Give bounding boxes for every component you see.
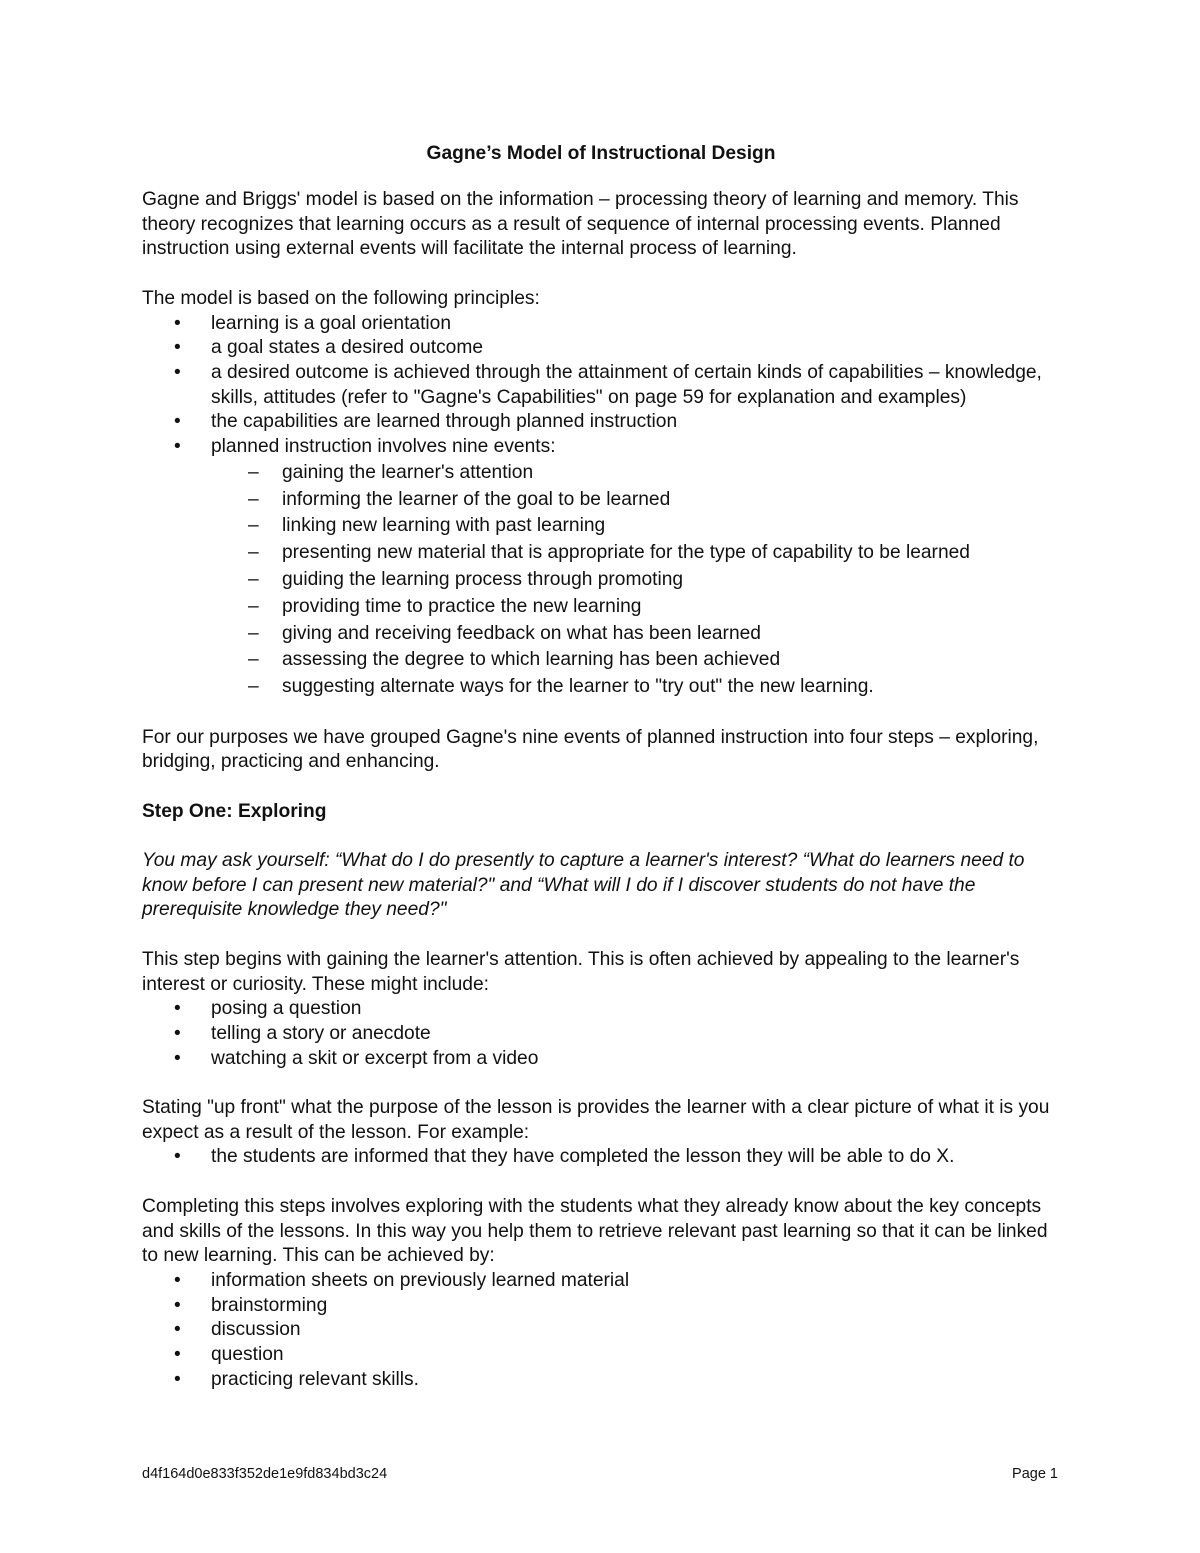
- list-item: – suggesting alternate ways for the learner to "try out" the new learning.: [142, 674, 1060, 701]
- page-footer: [142, 1466, 1058, 1482]
- step-one-question: You may ask yourself: “What do I do presently to capture a learner's interest? “What do learners need to know before I can present new material?" and “What will I do if I discover students do not have the prerequisite knowledge they need?": [142, 850, 1025, 921]
- list-item: – guiding the learning process through promoting: [142, 567, 1060, 594]
- list-item: – providing time to practice the new learning: [142, 594, 1060, 621]
- list-item: • a goal states a desired outcome: [142, 336, 1060, 361]
- list-item: • watching a skit or excerpt from a video: [142, 1047, 1060, 1072]
- intro-paragraph: Gagne and Briggs' model is based on the information – processing theory of learning and memory. This theory recognizes that learning occurs as a result of sequence of internal processing events. Planned instruction using external events will facilitate the internal process of learning.: [142, 189, 1019, 260]
- list-item: • a desired outcome is achieved through the attainment of certain kinds of capabilities – knowledge, skills, attitudes (refer to "Gagne's Capabilities" on page 59 for explanation and examples): [142, 361, 1060, 410]
- list-item: • brainstorming: [142, 1294, 1060, 1319]
- list-item: • posing a question: [142, 997, 1060, 1022]
- completing-paragraph: Completing this steps involves exploring with the students what they already know about the key concepts and skills of the lessons. In this way you help them to retrieve relevant past learning so that it can be linked to new learning. This can be achieved by:: [142, 1195, 1048, 1267]
- document-page: [142, 140, 1060, 1392]
- list-item: • question: [142, 1343, 1060, 1368]
- principles-intro: The model is based on the following principles:: [142, 287, 540, 309]
- list-item: • learning is a goal orientation: [142, 312, 1060, 337]
- list-item: – gaining the learner's attention: [142, 460, 1060, 487]
- list-item: – informing the learner of the goal to be learned: [142, 487, 1060, 514]
- list-item: • telling a story or anecdote: [142, 1022, 1060, 1047]
- purpose-list: [142, 1145, 1060, 1170]
- list-item: • the students are informed that they have completed the lesson they will be able to do X.: [142, 1145, 1060, 1170]
- list-item: • the capabilities are learned through planned instruction: [142, 410, 1060, 435]
- list-item: • discussion: [142, 1318, 1060, 1343]
- grouping-paragraph: For our purposes we have grouped Gagne's nine events of planned instruction into four steps – exploring, bridging, practicing and enhancing.: [142, 726, 1039, 773]
- events-list: [142, 460, 1060, 701]
- list-item: – presenting new material that is appropriate for the type of capability to be learned: [142, 540, 1060, 567]
- document-title: Gagne’s Model of Instructional Design: [426, 143, 776, 164]
- list-item: • planned instruction involves nine events:: [142, 435, 1060, 460]
- list-item: – linking new learning with past learning: [142, 513, 1060, 540]
- principles-list: [142, 312, 1060, 460]
- purpose-paragraph: Stating "up front" what the purpose of the lesson is provides the learner with a clear picture of what it is you expect as a result of the lesson. For example:: [142, 1097, 1050, 1143]
- attention-list: [142, 997, 1060, 1071]
- list-item: • information sheets on previously learned material: [142, 1269, 1060, 1294]
- list-item: • practicing relevant skills.: [142, 1368, 1060, 1393]
- page-number: Page 1: [1012, 1466, 1058, 1482]
- step-one-heading: Step One: Exploring: [142, 800, 327, 822]
- list-item: – giving and receiving feedback on what has been learned: [142, 621, 1060, 648]
- list-item: – assessing the degree to which learning has been achieved: [142, 647, 1060, 674]
- completing-list: [142, 1269, 1060, 1393]
- attention-paragraph: This step begins with gaining the learner's attention. This is often achieved by appealing to the learner's interest or curiosity. These might include:: [142, 948, 1020, 995]
- document-id: d4f164d0e833f352de1e9fd834bd3c24: [142, 1466, 388, 1482]
